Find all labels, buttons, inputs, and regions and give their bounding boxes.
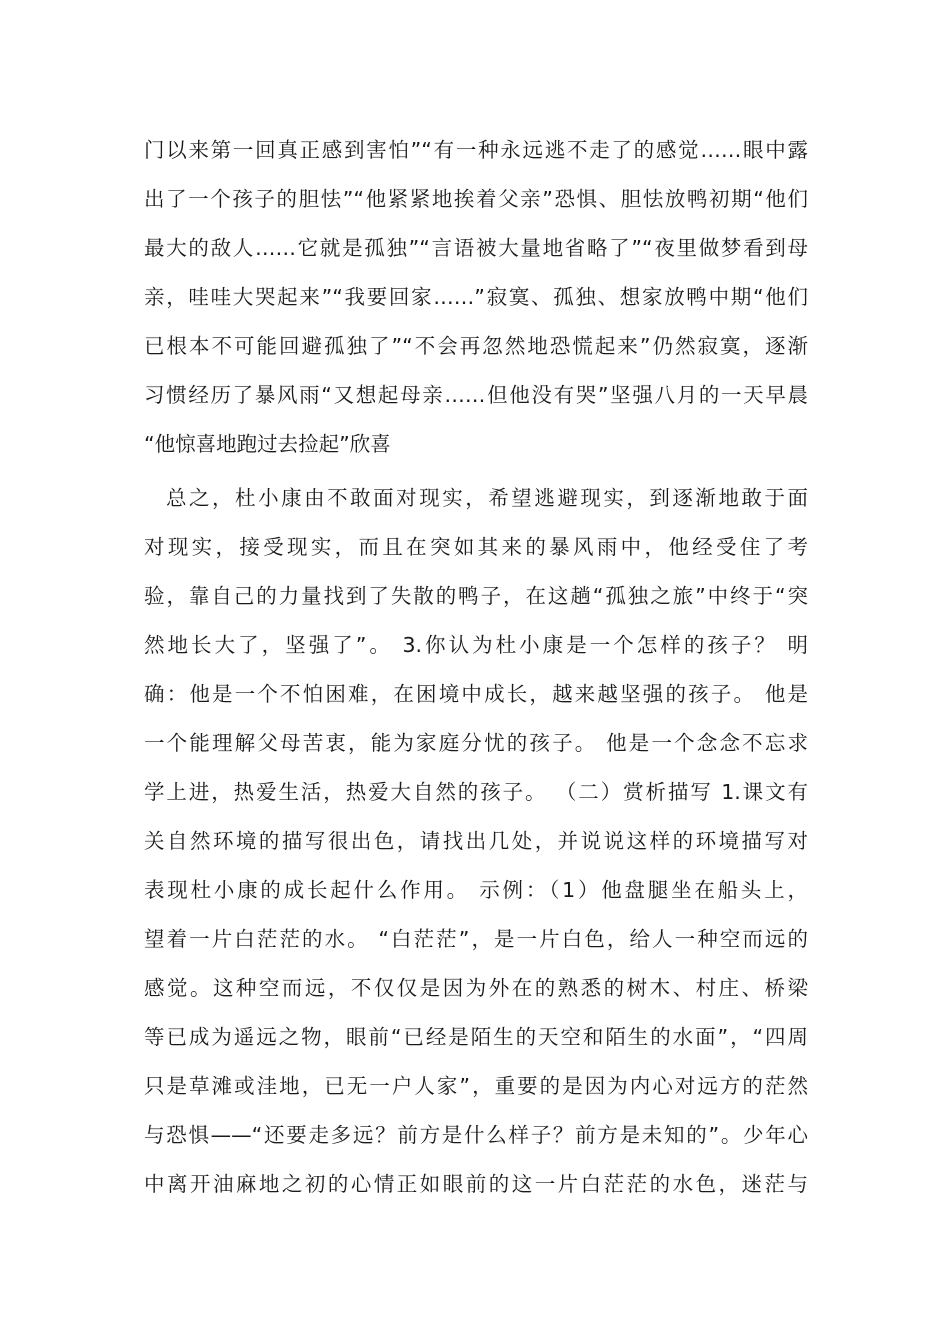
text-line: 感觉。这种空而远，不仅仅是因为外在的熟悉的树木、村庄、桥梁 bbox=[144, 976, 808, 1000]
text-line: 只是草滩或洼地，已无一户人家”，重要的是因为内心对远方的茫然 bbox=[144, 1074, 808, 1098]
text-line: 关自然环境的描写很出色，请找出几处，并说说这样的环境描写对 bbox=[144, 829, 808, 853]
text-line: 已根本不可能回避孤独了”“不会再忽然地恐慌起来”仍然寂寞，逐渐 bbox=[144, 334, 808, 358]
text-line: 门以来第一回真正感到害怕”“有一种永远逃不走了的感觉……眼中露 bbox=[144, 138, 808, 162]
text-line: 望着一片白茫茫的水。 “白茫茫”，是一片白色，给人一种空而远的 bbox=[144, 927, 808, 951]
text-line: 总之，杜小康由不敢面对现实，希望逃避现实，到逐渐地敢于面 bbox=[166, 486, 808, 510]
text-line: 最大的敌人……它就是孤独”“言语被大量地省略了”“夜里做梦看到母 bbox=[144, 236, 808, 260]
paragraph-summary bbox=[144, 474, 808, 1209]
text-line: 确：他是一个不怕困难，在困境中成长，越来越坚强的孩子。 他是 bbox=[144, 682, 808, 706]
text-line: 表现杜小康的成长起什么作用。 示例：（1）他盘腿坐在船头上， bbox=[144, 878, 808, 902]
text-line: 对现实，接受现实，而且在突如其来的暴风雨中，他经受住了考 bbox=[144, 535, 808, 559]
text-line: 习惯经历了暴风雨“又想起母亲……但他没有哭”坚强八月的一天早晨 bbox=[144, 383, 808, 407]
text-line: 然地长大了，坚强了”。 3.你认为杜小康是一个怎样的孩子？ 明 bbox=[144, 633, 808, 657]
text-line: 等已成为遥远之物，眼前“已经是陌生的天空和陌生的水面”，“四周 bbox=[144, 1025, 808, 1049]
text-line: 中离开油麻地之初的心情正如眼前的这一片白茫茫的水色，迷茫与 bbox=[144, 1172, 808, 1196]
text-line: 学上进，热爱生活，热爱大自然的孩子。 （二）赏析描写 1.课文有 bbox=[144, 780, 808, 804]
text-line: 出了一个孩子的胆怯”“他紧紧地挨着父亲”恐惧、胆怯放鸭初期“他们 bbox=[144, 187, 808, 211]
paragraph-continuation bbox=[144, 126, 808, 469]
text-line: “他惊喜地跑过去捡起”欣喜 bbox=[144, 432, 391, 456]
text-line: 一个能理解父母苦衷，能为家庭分忧的孩子。 他是一个念念不忘求 bbox=[144, 731, 808, 755]
text-line: 亲，哇哇大哭起来”“我要回家……”寂寞、孤独、想家放鸭中期“他们 bbox=[144, 285, 808, 309]
text-line: 验，靠自己的力量找到了失散的鸭子，在这趟“孤独之旅”中终于“突 bbox=[144, 584, 808, 608]
text-line: 与恐惧——“还要走多远？前方是什么样子？前方是未知的”。少年心 bbox=[144, 1123, 808, 1147]
